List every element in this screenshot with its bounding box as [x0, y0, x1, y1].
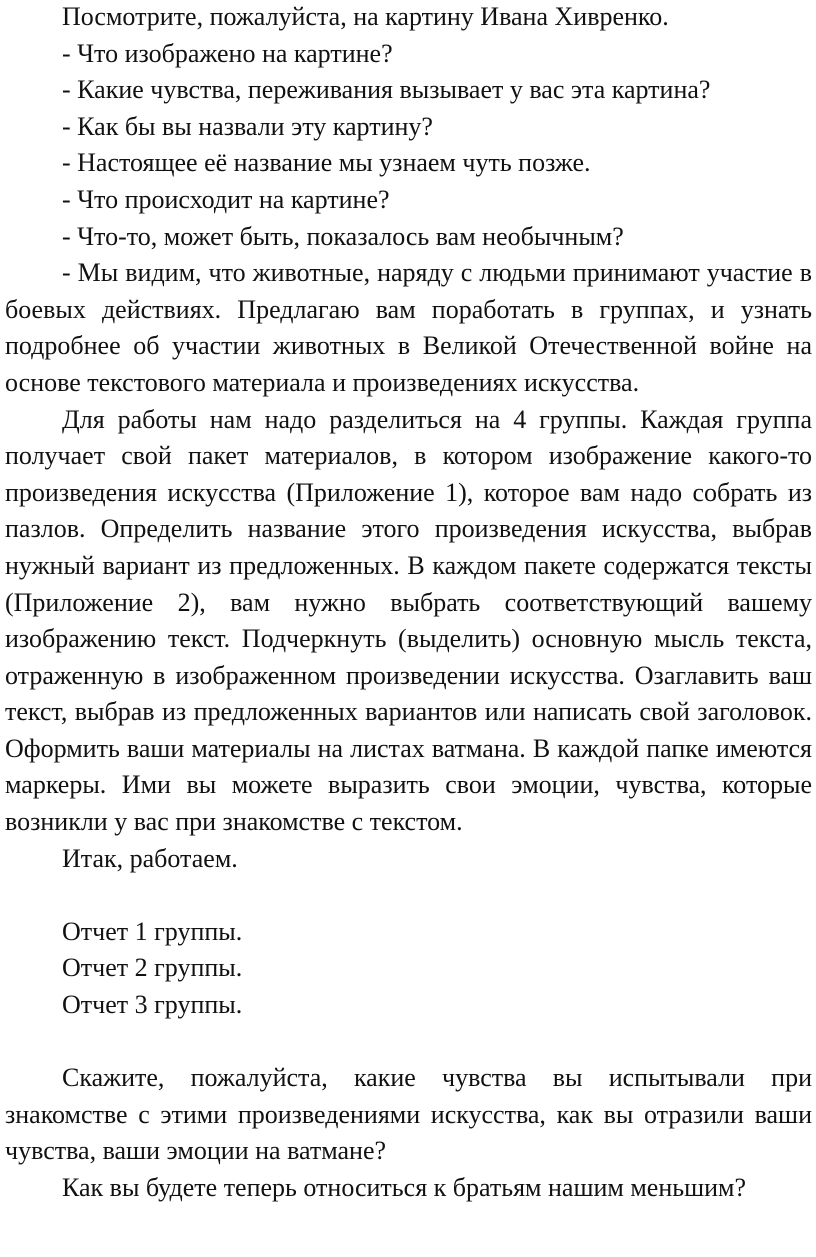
- question-3: - Как бы вы назвали эту картину?: [62, 111, 433, 141]
- blank-line: [5, 1024, 812, 1061]
- final-question: Как вы будете теперь относиться к братьям нашим меньшим?: [62, 1173, 747, 1202]
- feelings-question: Скажите, пожалуйста, какие чувства вы испытывали при знакомстве с этими произведениями искусства, как вы отразили ваши чувства, ваши эмоции на ватмане?: [5, 1063, 812, 1166]
- question-5: - Что происходит на картине?: [62, 184, 390, 214]
- question-1: - Что изображено на картине?: [62, 38, 393, 68]
- report-group-3: Отчет 3 группы.: [62, 990, 243, 1020]
- question-4: - Настоящее её название мы узнаем чуть позже.: [62, 148, 591, 178]
- intro-paragraph: Посмотрите, пожалуйста, на картину Ивана Хивренко.: [62, 2, 669, 31]
- question-2: - Какие чувства, переживания вызывает у вас эта картина?: [62, 75, 711, 105]
- work-start-line: Итак, работаем.: [62, 843, 238, 873]
- report-group-1: Отчет 1 группы.: [62, 916, 243, 946]
- animals-paragraph: - Мы видим, что животные, наряду с людьми принимают участие в боевых действиях. Предлагаю вам поработать в группах, и узнать подробнее об участии животных в Великой Отечественной войне на основе текстового материала и произведениях искусства.: [5, 258, 812, 397]
- report-group-2: Отчет 2 группы.: [62, 953, 243, 983]
- question-6: - Что-то, может быть, показалось вам необычным?: [62, 221, 624, 251]
- groups-paragraph: Для работы нам надо разделиться на 4 группы. Каждая группа получает свой пакет материалов, в котором изображение какого-то произведения искусства (Приложение 1), которое вам надо собрать из пазлов. Определить название этого произведения искусства, выбрав нужный вариант из предложенных. В каждом пакете содержатся тексты (Приложение 2), вам нужно выбрать соответствующий вашему изображению текст. Подчеркнуть (выделить) основную мысль текста, отраженную в изображенном произведении искусства. Озаглавить ваш текст, выбрав из предложенных вариантов или написать свой заголовок. Оформить ваши материалы на листах ватмана. В каждой папке имеются маркеры. Ими вы можете выразить свои эмоции, чувства, которые возникли у вас при знакомстве с текстом.: [5, 404, 812, 837]
- blank-line: [5, 877, 812, 914]
